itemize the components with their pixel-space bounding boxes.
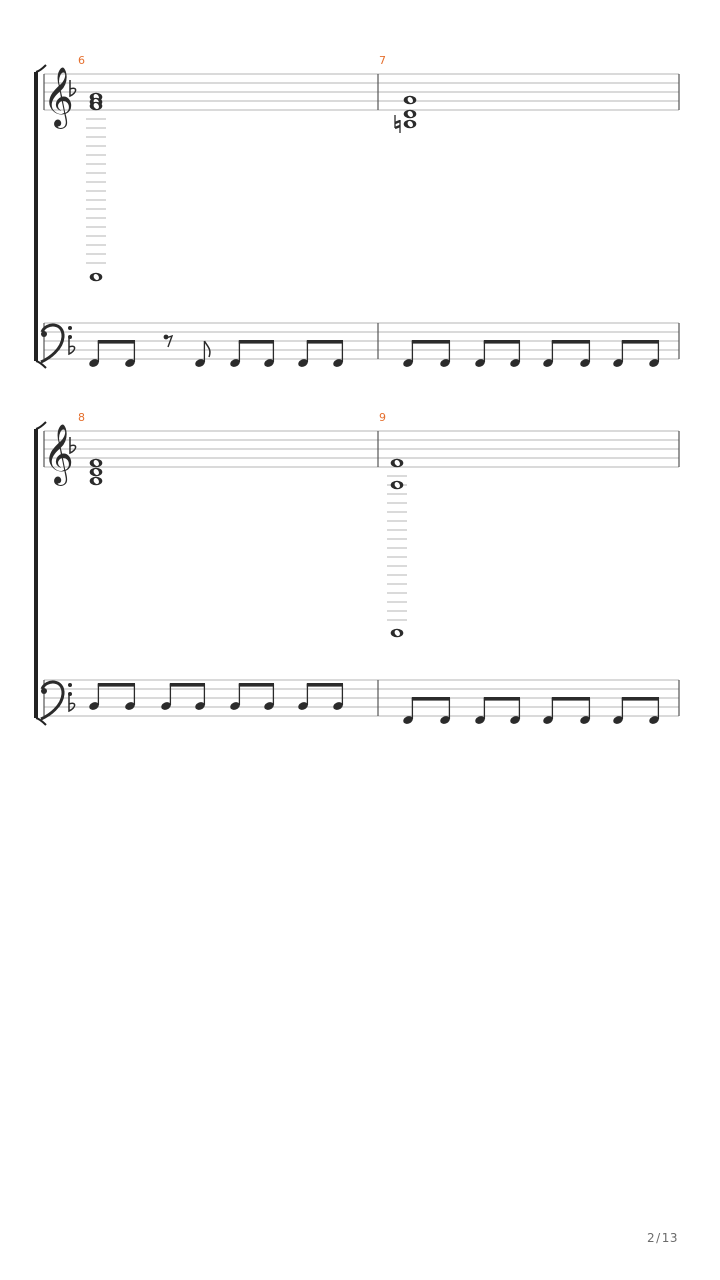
- beamed-eighth-pair: [402, 697, 451, 725]
- whole-note: [90, 102, 103, 111]
- note-beam: [239, 683, 274, 687]
- page-separator: /: [656, 1231, 661, 1245]
- bass-clef-icon: [41, 325, 72, 362]
- beamed-eighth-pair: [402, 340, 451, 368]
- treble-clef-icon: 𝄞: [43, 67, 74, 127]
- ledger-lines: [387, 476, 407, 620]
- note-beam: [484, 340, 520, 344]
- note-beam: [239, 340, 274, 344]
- flat-sign: [69, 695, 75, 711]
- measure-number: 8: [78, 411, 85, 424]
- note-beam: [307, 683, 343, 687]
- whole-note: [90, 468, 103, 477]
- beamed-eighth-pair: [229, 340, 275, 368]
- beamed-eighth-pair: [297, 340, 344, 368]
- treble-clef-icon: 𝄞: [43, 424, 74, 484]
- whole-note: [90, 273, 103, 282]
- bass-clef-icon: [41, 682, 72, 719]
- page-total: 13: [661, 1231, 678, 1245]
- bracket-bar: [34, 429, 38, 718]
- note-beam: [622, 697, 659, 701]
- bracket-cap: [36, 718, 46, 725]
- beamed-eighth-pair: [88, 340, 136, 368]
- natural-sign: [395, 115, 400, 133]
- beamed-eighth-pair: [542, 697, 591, 725]
- bracket-cap: [36, 361, 46, 368]
- ledger-lines: [86, 119, 106, 263]
- note-beam: [484, 697, 520, 701]
- treble-staff: [44, 74, 679, 110]
- note-beam: [307, 340, 343, 344]
- flat-sign: [69, 338, 75, 354]
- note-beam: [622, 340, 659, 344]
- note-beam: [98, 340, 135, 344]
- beamed-eighth-pair: [542, 340, 591, 368]
- natural-bar: [395, 121, 400, 123]
- whole-note: [404, 120, 417, 129]
- bass-clef-dot: [68, 683, 72, 687]
- whole-note: [404, 96, 417, 105]
- note-flag: [204, 341, 210, 357]
- bracket-bar: [34, 72, 38, 361]
- measure-number: 7: [379, 54, 386, 67]
- beamed-eighth-pair: [612, 697, 660, 725]
- page-current: 2: [647, 1231, 656, 1245]
- note-beam: [98, 683, 135, 687]
- note-beam: [170, 683, 205, 687]
- eighth-note: [194, 341, 210, 368]
- whole-note: [391, 481, 404, 490]
- beamed-eighth-pair: [474, 340, 521, 368]
- measure-number: 9: [379, 411, 386, 424]
- whole-note: [391, 629, 404, 638]
- note-beam: [552, 340, 590, 344]
- note-beam: [412, 697, 450, 701]
- note-beam: [412, 340, 450, 344]
- whole-note: [404, 110, 417, 119]
- bass-clef-dot: [68, 326, 72, 330]
- note-beam: [552, 697, 590, 701]
- whole-note: [90, 459, 103, 468]
- treble-staff: [44, 431, 679, 467]
- measure-number: 6: [78, 54, 85, 67]
- whole-note: [391, 459, 404, 468]
- page-number: [647, 1231, 678, 1245]
- beamed-eighth-pair: [612, 340, 660, 368]
- beamed-eighth-pair: [474, 697, 521, 725]
- natural-bar: [395, 126, 400, 128]
- whole-note: [90, 477, 103, 486]
